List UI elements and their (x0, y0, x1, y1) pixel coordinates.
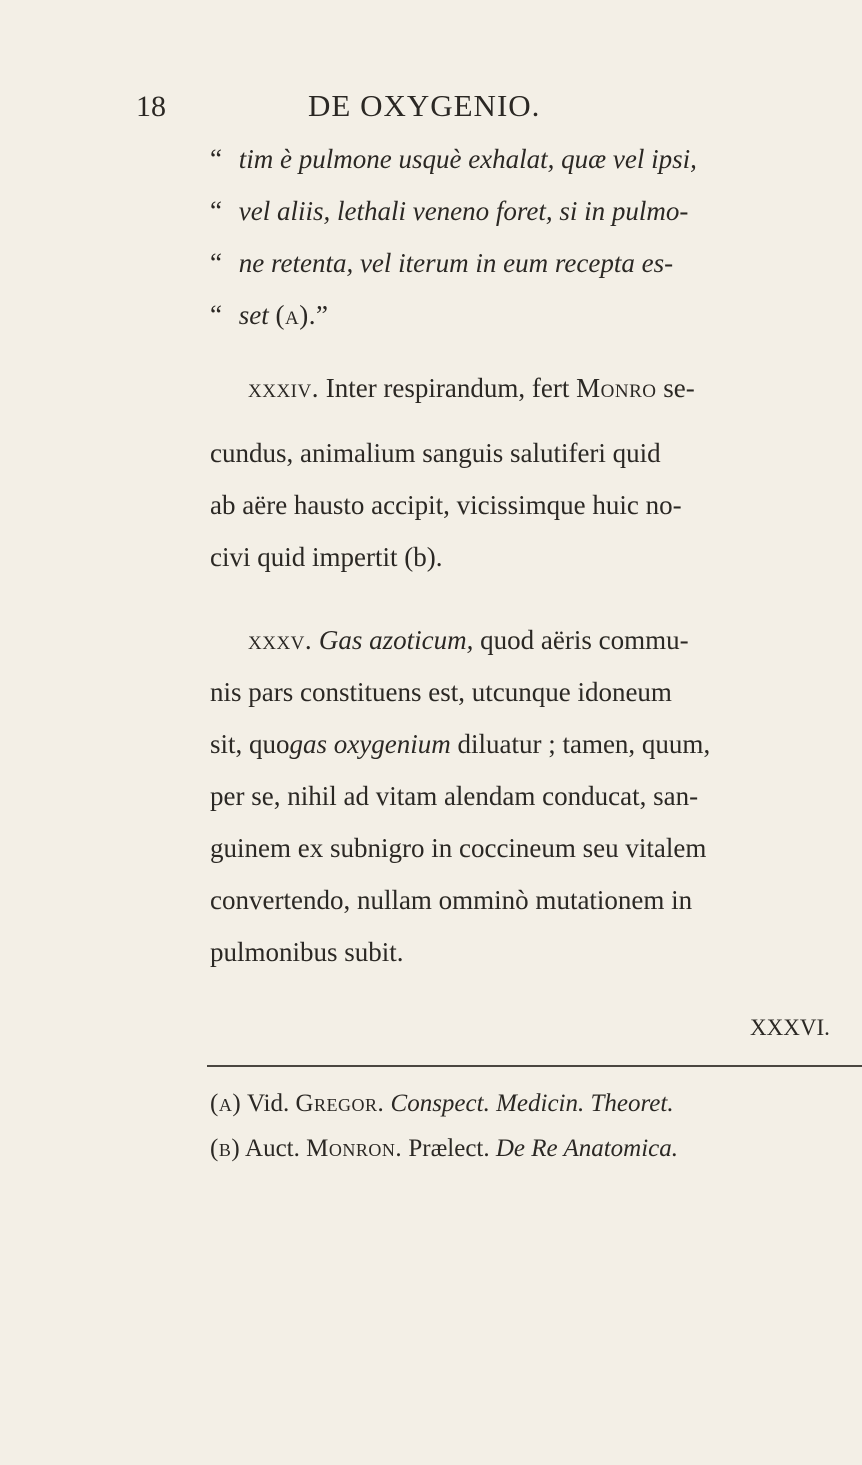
section-35-line-4: per se, nihil ad vitam alendam conducat, san- (210, 781, 699, 811)
quote-mark: “ (210, 196, 222, 226)
quote-text: set (238, 300, 269, 330)
section-34-line-1 (248, 373, 695, 404)
footnote-author: Monron. (306, 1135, 403, 1162)
quote-line-3 (210, 248, 673, 279)
footnote-author: Gregor. (295, 1090, 385, 1117)
section-35-line-6: convertendo, nullam omminò mutationem in (210, 885, 693, 915)
quote-line-2 (210, 196, 688, 227)
footnote-title: De Re Anatomica. (495, 1135, 679, 1162)
author-name: Monro (576, 373, 657, 403)
quote-line-4 (210, 300, 328, 331)
section-35-line-1 (248, 625, 689, 656)
footnote-a (210, 1090, 674, 1118)
running-head: DE OXYGENIO. (308, 88, 541, 123)
term: Gas azoticum, (318, 625, 474, 655)
section-35-line-7: pulmonibus subit. (210, 937, 404, 967)
section-34-line-4: civi quid impertit (b). (210, 542, 443, 572)
catchword: XXXVI. (750, 1015, 830, 1040)
page-number: 18 (136, 90, 166, 123)
section-35-line-2: nis pars constituens est, utcunque idoneum (210, 677, 672, 707)
quote-mark: “ (210, 300, 222, 330)
quote-text: vel aliis, lethali veneno foret, si in pulmo- (238, 196, 689, 226)
term: gas oxygenium (289, 729, 451, 759)
quote-line-1 (210, 144, 697, 175)
section-number: xxxiv. (248, 373, 319, 403)
body-text: diluatur ; tamen, quum, (457, 729, 711, 759)
footnote-b (210, 1135, 678, 1163)
footnote-ref-a: (a).” (275, 300, 329, 330)
body-text: quod aëris commu- (480, 625, 689, 655)
quote-text: ne retenta, vel iterum in eum recepta es- (238, 248, 674, 278)
section-number: xxxv. (248, 625, 313, 655)
quote-text: tim è pulmone usquè exhalat, quæ vel ipsi, (238, 144, 697, 174)
footnote-text: Vid. (246, 1090, 290, 1117)
footnote-marker: (a) (210, 1090, 242, 1117)
section-35-line-5: guinem ex subnigro in coccineum seu vitalem (210, 833, 707, 863)
footnote-rule (207, 1065, 862, 1067)
body-text: sit, quo (210, 729, 290, 759)
quote-mark: “ (210, 248, 222, 278)
footnote-title: Conspect. Medicin. Theoret. (390, 1090, 674, 1117)
quote-mark: “ (210, 144, 222, 174)
footnote-marker: (b) (210, 1135, 241, 1162)
body-text: Inter respirandum, fert (325, 373, 570, 403)
section-35-line-3 (210, 729, 710, 760)
footnote-text: Auct. (245, 1135, 300, 1162)
section-34-line-2: cundus, animalium sanguis salutiferi quid (210, 438, 661, 468)
footnote-text: Prælect. (408, 1135, 490, 1162)
section-34-line-3: ab aëre hausto accipit, vicissimque huic no- (210, 490, 682, 520)
body-text: se- (663, 373, 695, 403)
